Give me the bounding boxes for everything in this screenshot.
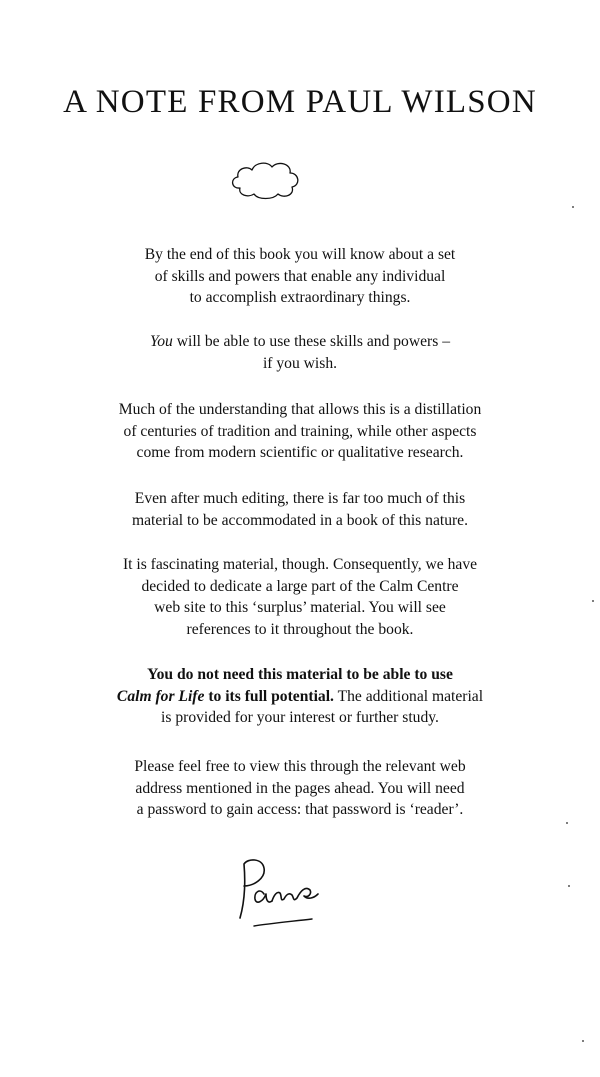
text-line: of skills and powers that enable any individual <box>154 267 446 285</box>
book-title: Calm for Life <box>116 687 205 705</box>
scan-speck <box>568 885 570 887</box>
text-line: web site to this ‘surplus’ material. You will see <box>154 599 446 616</box>
signature-paul <box>226 852 326 932</box>
text-run: to its full potential. <box>204 687 334 705</box>
text-line: if you wish. <box>262 354 338 372</box>
text-line <box>40 331 560 353</box>
cloud-icon <box>228 158 302 202</box>
text-run: will be able to use these skills and powers – <box>172 333 450 350</box>
scan-speck <box>566 822 568 824</box>
emphasis-you: You <box>149 333 173 350</box>
paragraph-understanding <box>40 399 560 464</box>
text-line: come from modern scientific or qualitative research. <box>136 444 464 461</box>
text-line: By the end of this book you will know about a set <box>144 246 456 263</box>
paragraph-not-needed <box>40 664 560 729</box>
text-line: It is fascinating material, though. Consequently, we have <box>122 556 478 573</box>
text-line: Much of the understanding that allows this is a distillation <box>118 401 482 418</box>
text-line: Even after much editing, there is far too much of this <box>134 490 466 507</box>
scan-speck <box>592 600 594 602</box>
text-line: address mentioned in the pages ahead. You will need <box>135 779 465 797</box>
text-line: to accomplish extraordinary things. <box>189 289 411 306</box>
paragraph-surplus <box>40 554 560 640</box>
page-title: A NOTE FROM PAUL WILSON <box>63 84 537 120</box>
paragraph-skills <box>40 331 560 374</box>
scan-speck <box>582 1040 584 1042</box>
text-line <box>40 686 560 708</box>
scan-speck <box>572 206 574 208</box>
text-line: material to be accommodated in a book of this nature. <box>131 511 469 529</box>
text-line: is provided for your interest or further study. <box>161 709 439 726</box>
text-run: The additional material <box>333 687 484 705</box>
text-line: references to it throughout the book. <box>186 620 414 638</box>
paragraph-intro <box>40 244 560 309</box>
text-line: a password to gain access: that password is ‘reader’. <box>136 801 464 818</box>
paragraph-password <box>40 756 560 821</box>
text-line: You do not need this material to be able to use <box>147 666 453 683</box>
text-line: of centuries of tradition and training, while other aspects <box>123 422 477 440</box>
text-line: decided to dedicate a large part of the Calm Centre <box>141 577 459 595</box>
paragraph-editing <box>40 488 560 531</box>
text-line: Please feel free to view this through the relevant web <box>134 758 466 775</box>
